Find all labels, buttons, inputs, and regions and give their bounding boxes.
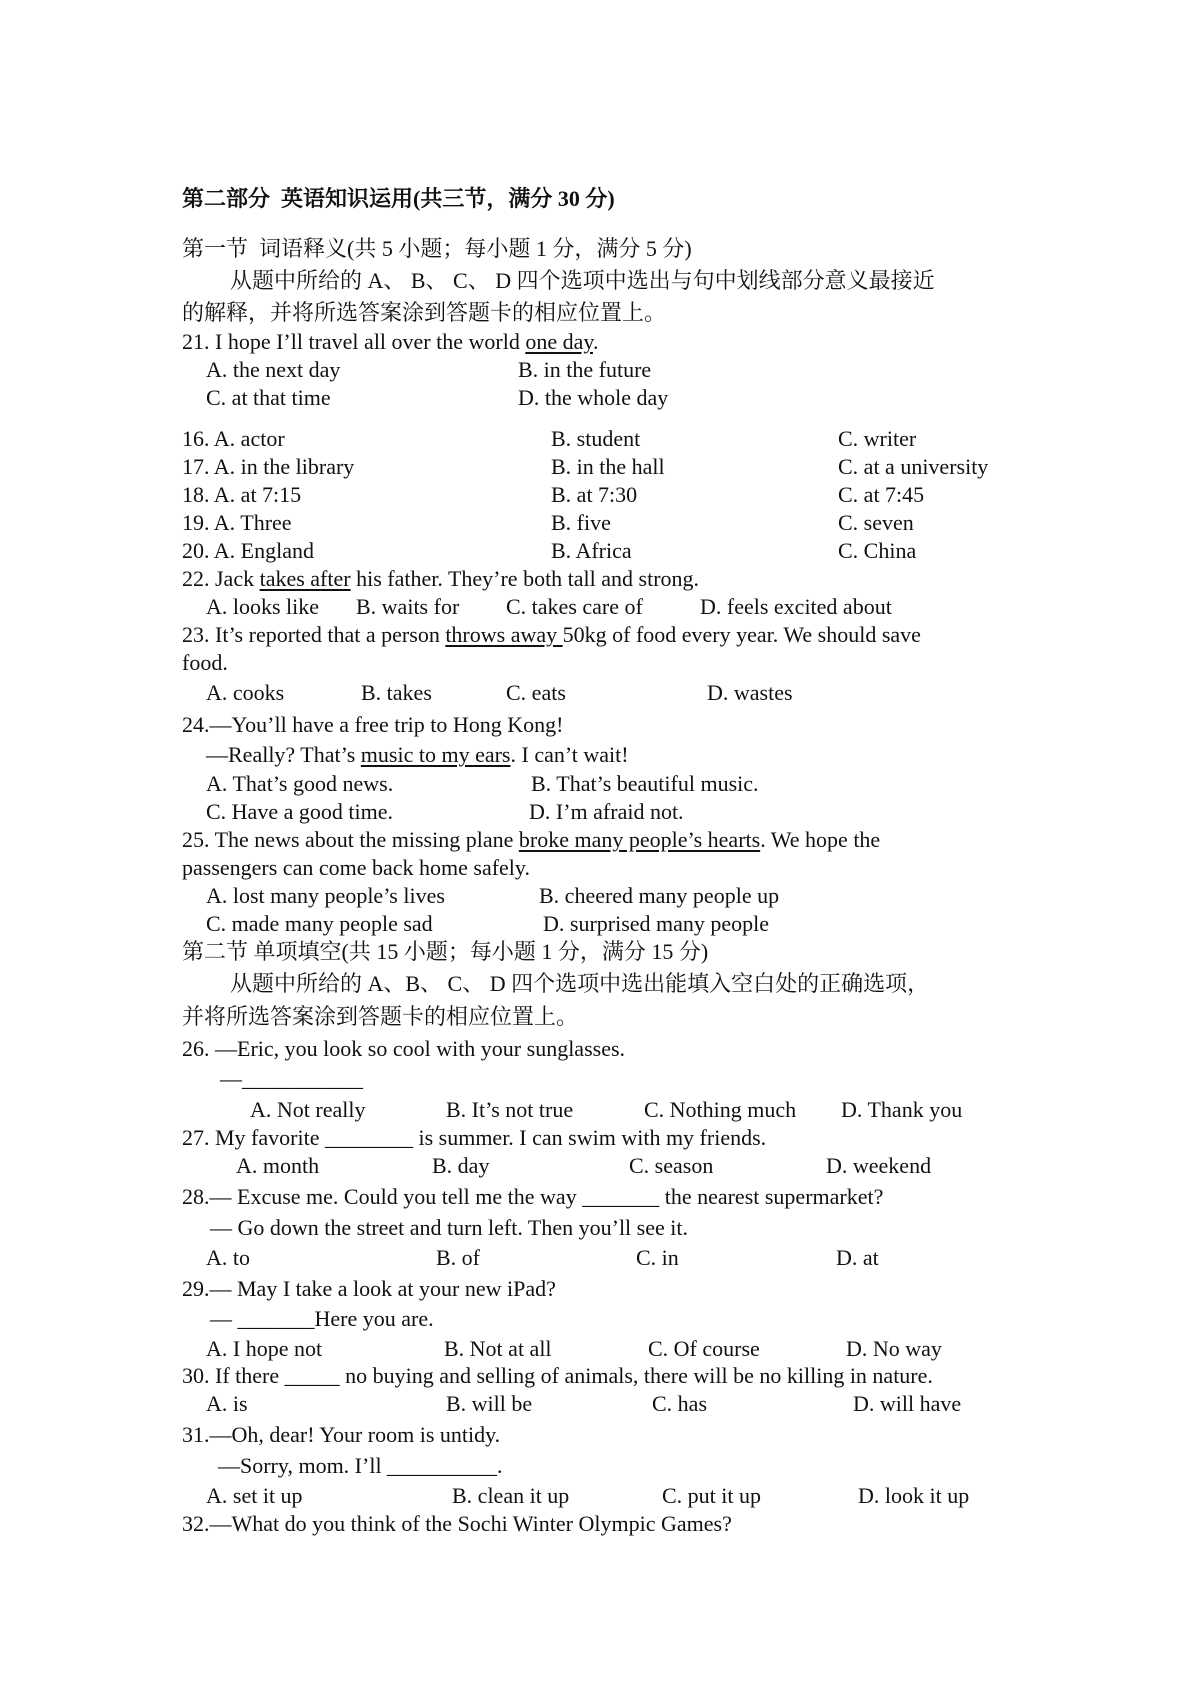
- option-c: C. put it up: [662, 1483, 762, 1508]
- section1-instructions-line1: 从题中所给的 A、 B、 C、 D 四个选项中选出与句中划线部分意义最接近: [230, 268, 935, 293]
- option-d: D. feels excited about: [700, 594, 892, 619]
- listening-row-18: 18. A. at 7:15: [182, 482, 302, 507]
- option-d: D. the whole day: [518, 385, 669, 410]
- listening-option-b: B. at 7:30: [551, 482, 638, 507]
- listening-option-c: C. seven: [838, 510, 914, 535]
- option-c: C. Nothing much: [644, 1097, 797, 1122]
- listening-option-b: B. Africa: [551, 538, 632, 563]
- listening-row-16: 16. A. actor: [182, 426, 285, 451]
- option-b: B. Not at all: [444, 1336, 552, 1361]
- option-b: B. clean it up: [452, 1483, 570, 1508]
- listening-option-c: C. at 7:45: [838, 482, 925, 507]
- option-b: B. takes: [361, 680, 432, 705]
- question-28-line2: — Go down the street and turn left. Then you’ll see it.: [210, 1215, 688, 1240]
- listening-option-b: B. student: [551, 426, 641, 451]
- option-b: B. waits for: [356, 594, 460, 619]
- option-c: C. at that time: [206, 385, 331, 410]
- option-b: B. It’s not true: [446, 1097, 574, 1122]
- question-22-stem: 22. Jack takes after his father. They’re both tall and strong.: [182, 566, 700, 591]
- listening-option-c: C. at a university: [838, 454, 989, 479]
- question-32-line1: 32.—What do you think of the Sochi Winter Olympic Games?: [182, 1511, 732, 1536]
- question-27-line1: 27. My favorite ________ is summer. I can swim with my friends.: [182, 1125, 767, 1150]
- option-a: A. the next day: [206, 357, 341, 382]
- listening-option-c: C. writer: [838, 426, 917, 451]
- part-title: 第二部分 英语知识运用(共三节，满分 30 分): [182, 186, 615, 211]
- listening-row-19: 19. A. Three: [182, 510, 292, 535]
- question-28-line1: 28.— Excuse me. Could you tell me the way _______ the nearest supermarket?: [182, 1184, 884, 1209]
- option-c: C. Of course: [648, 1336, 760, 1361]
- option-d: D. surprised many people: [543, 911, 770, 936]
- question-21-stem: 21. I hope I’ll travel all over the world one day.: [182, 329, 599, 354]
- option-d: D. at: [836, 1245, 879, 1270]
- option-a: A. That’s good news.: [206, 771, 394, 796]
- question-26-line2: —___________: [220, 1066, 363, 1091]
- option-a: A. cooks: [206, 680, 285, 705]
- section1-title: 第一节 词语释义(共 5 小题；每小题 1 分，满分 5 分): [182, 236, 692, 261]
- section2-instructions-line1: 从题中所给的 A、B、 C、 D 四个选项中选出能填入空白处的正确选项，: [230, 971, 930, 996]
- section1-instructions-line2: 的解释，并将所选答案涂到答题卡的相应位置上。: [182, 300, 667, 325]
- question-31-line2: —Sorry, mom. I’ll __________.: [218, 1453, 503, 1478]
- option-c: C. in: [636, 1245, 679, 1270]
- section2-title: 第二节 单项填空(共 15 小题；每小题 1 分，满分 15 分): [182, 939, 709, 964]
- option-a: A. month: [236, 1153, 320, 1178]
- listening-option-c: C. China: [838, 538, 917, 563]
- option-b: B. day: [432, 1153, 490, 1178]
- option-d: D. wastes: [707, 680, 793, 705]
- option-d: D. Thank you: [841, 1097, 963, 1122]
- option-b: B. in the future: [518, 357, 652, 382]
- question-25-stem: 25. The news about the missing plane broke many people’s hearts. We hope the: [182, 827, 881, 852]
- option-a: A. to: [206, 1245, 250, 1270]
- underlined-phrase: throws away: [445, 622, 563, 647]
- option-c: C. season: [629, 1153, 714, 1178]
- option-d: D. weekend: [826, 1153, 932, 1178]
- question-25-stem-cont: passengers can come back home safely.: [182, 855, 530, 880]
- option-b: B. That’s beautiful music.: [531, 771, 759, 796]
- option-c: C. takes care of: [506, 594, 643, 619]
- underlined-phrase: takes after: [259, 566, 351, 591]
- option-c: C. made many people sad: [206, 911, 433, 936]
- question-23-stem: 23. It’s reported that a person throws away 50kg of food every year. We should save: [182, 622, 921, 647]
- option-c: C. has: [652, 1391, 707, 1416]
- underlined-phrase: one day: [525, 329, 593, 354]
- question-23-stem-cont: food.: [182, 650, 228, 675]
- question-31-line1: 31.—Oh, dear! Your room is untidy.: [182, 1422, 501, 1447]
- option-a: A. set it up: [206, 1483, 303, 1508]
- option-d: D. No way: [846, 1336, 942, 1361]
- option-b: B. will be: [446, 1391, 533, 1416]
- option-a: A. is: [206, 1391, 248, 1416]
- option-a: A. Not really: [250, 1097, 366, 1122]
- option-c: C. eats: [506, 680, 566, 705]
- question-26-line1: 26. —Eric, you look so cool with your sunglasses.: [182, 1036, 626, 1061]
- listening-option-b: B. in the hall: [551, 454, 665, 479]
- question-24-line2: —Really? That’s music to my ears. I can’t wait!: [206, 742, 629, 767]
- option-d: D. I’m afraid not.: [529, 799, 684, 824]
- option-a: A. I hope not: [206, 1336, 323, 1361]
- option-d: D. will have: [853, 1391, 962, 1416]
- option-a: A. looks like: [206, 594, 320, 619]
- option-a: A. lost many people’s lives: [206, 883, 445, 908]
- option-b: B. of: [436, 1245, 480, 1270]
- section2-instructions-line2: 并将所选答案涂到答题卡的相应位置上。: [182, 1004, 579, 1029]
- listening-option-b: B. five: [551, 510, 611, 535]
- option-c: C. Have a good time.: [206, 799, 393, 824]
- question-29-line1: 29.— May I take a look at your new iPad?: [182, 1276, 556, 1301]
- listening-row-17: 17. A. in the library: [182, 454, 355, 479]
- question-24-line1: 24.—You’ll have a free trip to Hong Kong!: [182, 712, 564, 737]
- underlined-phrase: broke many people’s hearts: [518, 827, 761, 852]
- option-b: B. cheered many people up: [539, 883, 780, 908]
- question-29-line2: — _______Here you are.: [210, 1306, 434, 1331]
- underlined-phrase: music to my ears: [360, 742, 511, 767]
- question-30-line1: 30. If there _____ no buying and selling of animals, there will be no killing in nature.: [182, 1363, 933, 1388]
- option-d: D. look it up: [858, 1483, 970, 1508]
- listening-row-20: 20. A. England: [182, 538, 314, 563]
